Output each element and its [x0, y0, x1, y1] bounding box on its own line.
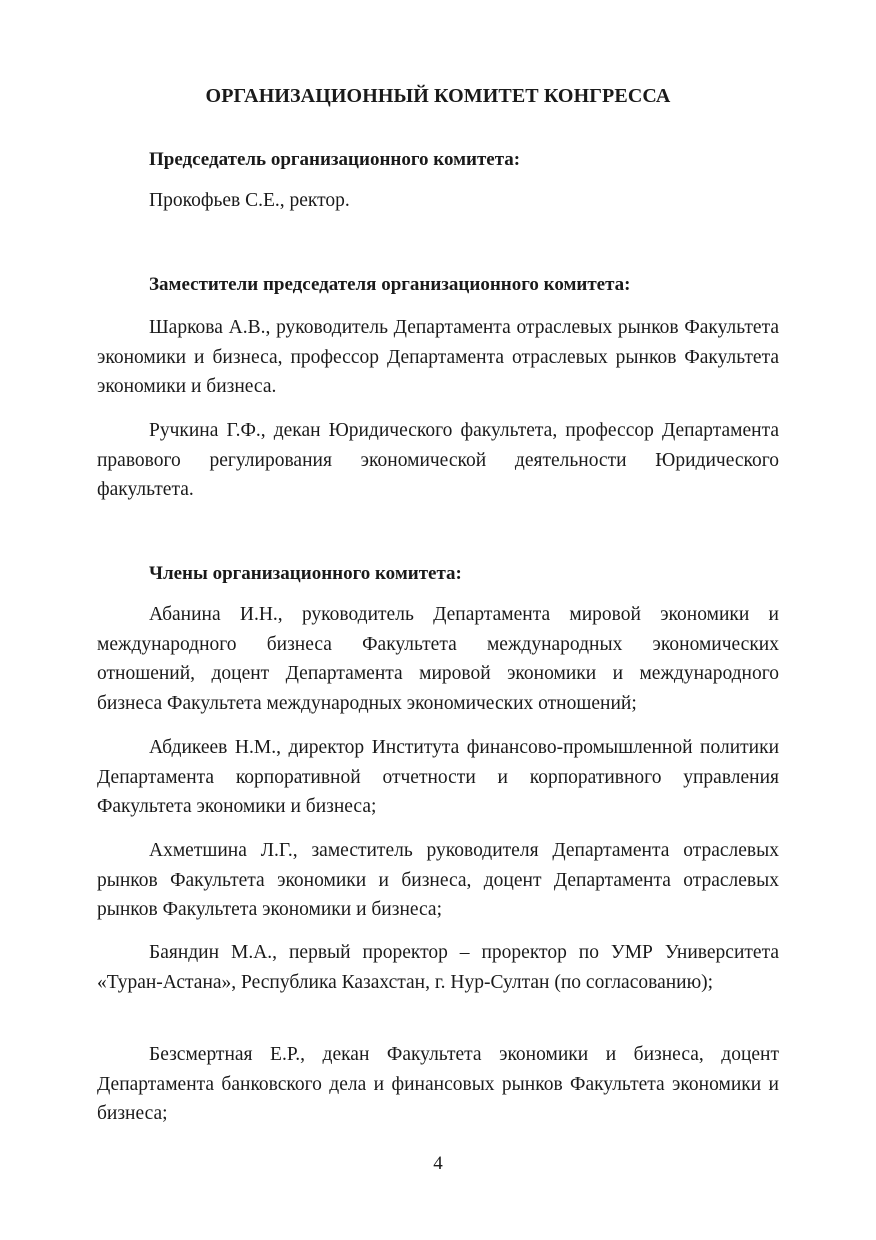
deputies-heading: Заместители председателя организационного комитета: — [149, 274, 631, 295]
deputy-entry: Ручкина Г.Ф., декан Юридического факультета, профессор Департамента правового регулирования экономической деятельности Юридического факультета. — [97, 420, 779, 500]
members-heading: Члены организационного комитета: — [149, 563, 462, 584]
chair-entry: Прокофьев С.Е., ректор. — [149, 190, 350, 211]
member-entry: Ахметшина Л.Г., заместитель руководителя Департамента отраслевых рынков Факультета экономики и бизнеса, доцент Департамента отраслевых рынков Факультета экономики и бизнеса; — [97, 840, 779, 920]
member-entry: Безсмертная Е.Р., декан Факультета экономики и бизнеса, доцент Департамента банковского дела и финансовых рынков Факультета экономики и бизнеса; — [97, 1044, 779, 1124]
member-entry: Баяндин М.А., первый проректор – проректор по УМР Университета «Туран-Астана», Республика Казахстан, г. Нур-Султан (по согласованию); — [97, 942, 779, 993]
member-entry: Абдикеев Н.М., директор Института финансово-промышленной политики Департамента корпоративной отчетности и корпоративного управления Факультета экономики и бизнеса; — [97, 737, 779, 817]
member-entry: Абанина И.Н., руководитель Департамента мировой экономики и международного бизнеса Факультета международных экономических отношений, доцент Департамента мировой экономики и международного бизнеса Факультета международных экономических отношений; — [97, 604, 779, 714]
page-title: ОРГАНИЗАЦИОННЫЙ КОМИТЕТ КОНГРЕССА — [205, 85, 671, 107]
page-number: 4 — [433, 1153, 443, 1174]
deputy-entry: Шаркова А.В., руководитель Департамента отраслевых рынков Факультета экономики и бизнеса, профессор Департамента отраслевых рынков Факультета экономики и бизнеса. — [97, 317, 779, 397]
chair-heading: Председатель организационного комитета: — [149, 149, 521, 170]
